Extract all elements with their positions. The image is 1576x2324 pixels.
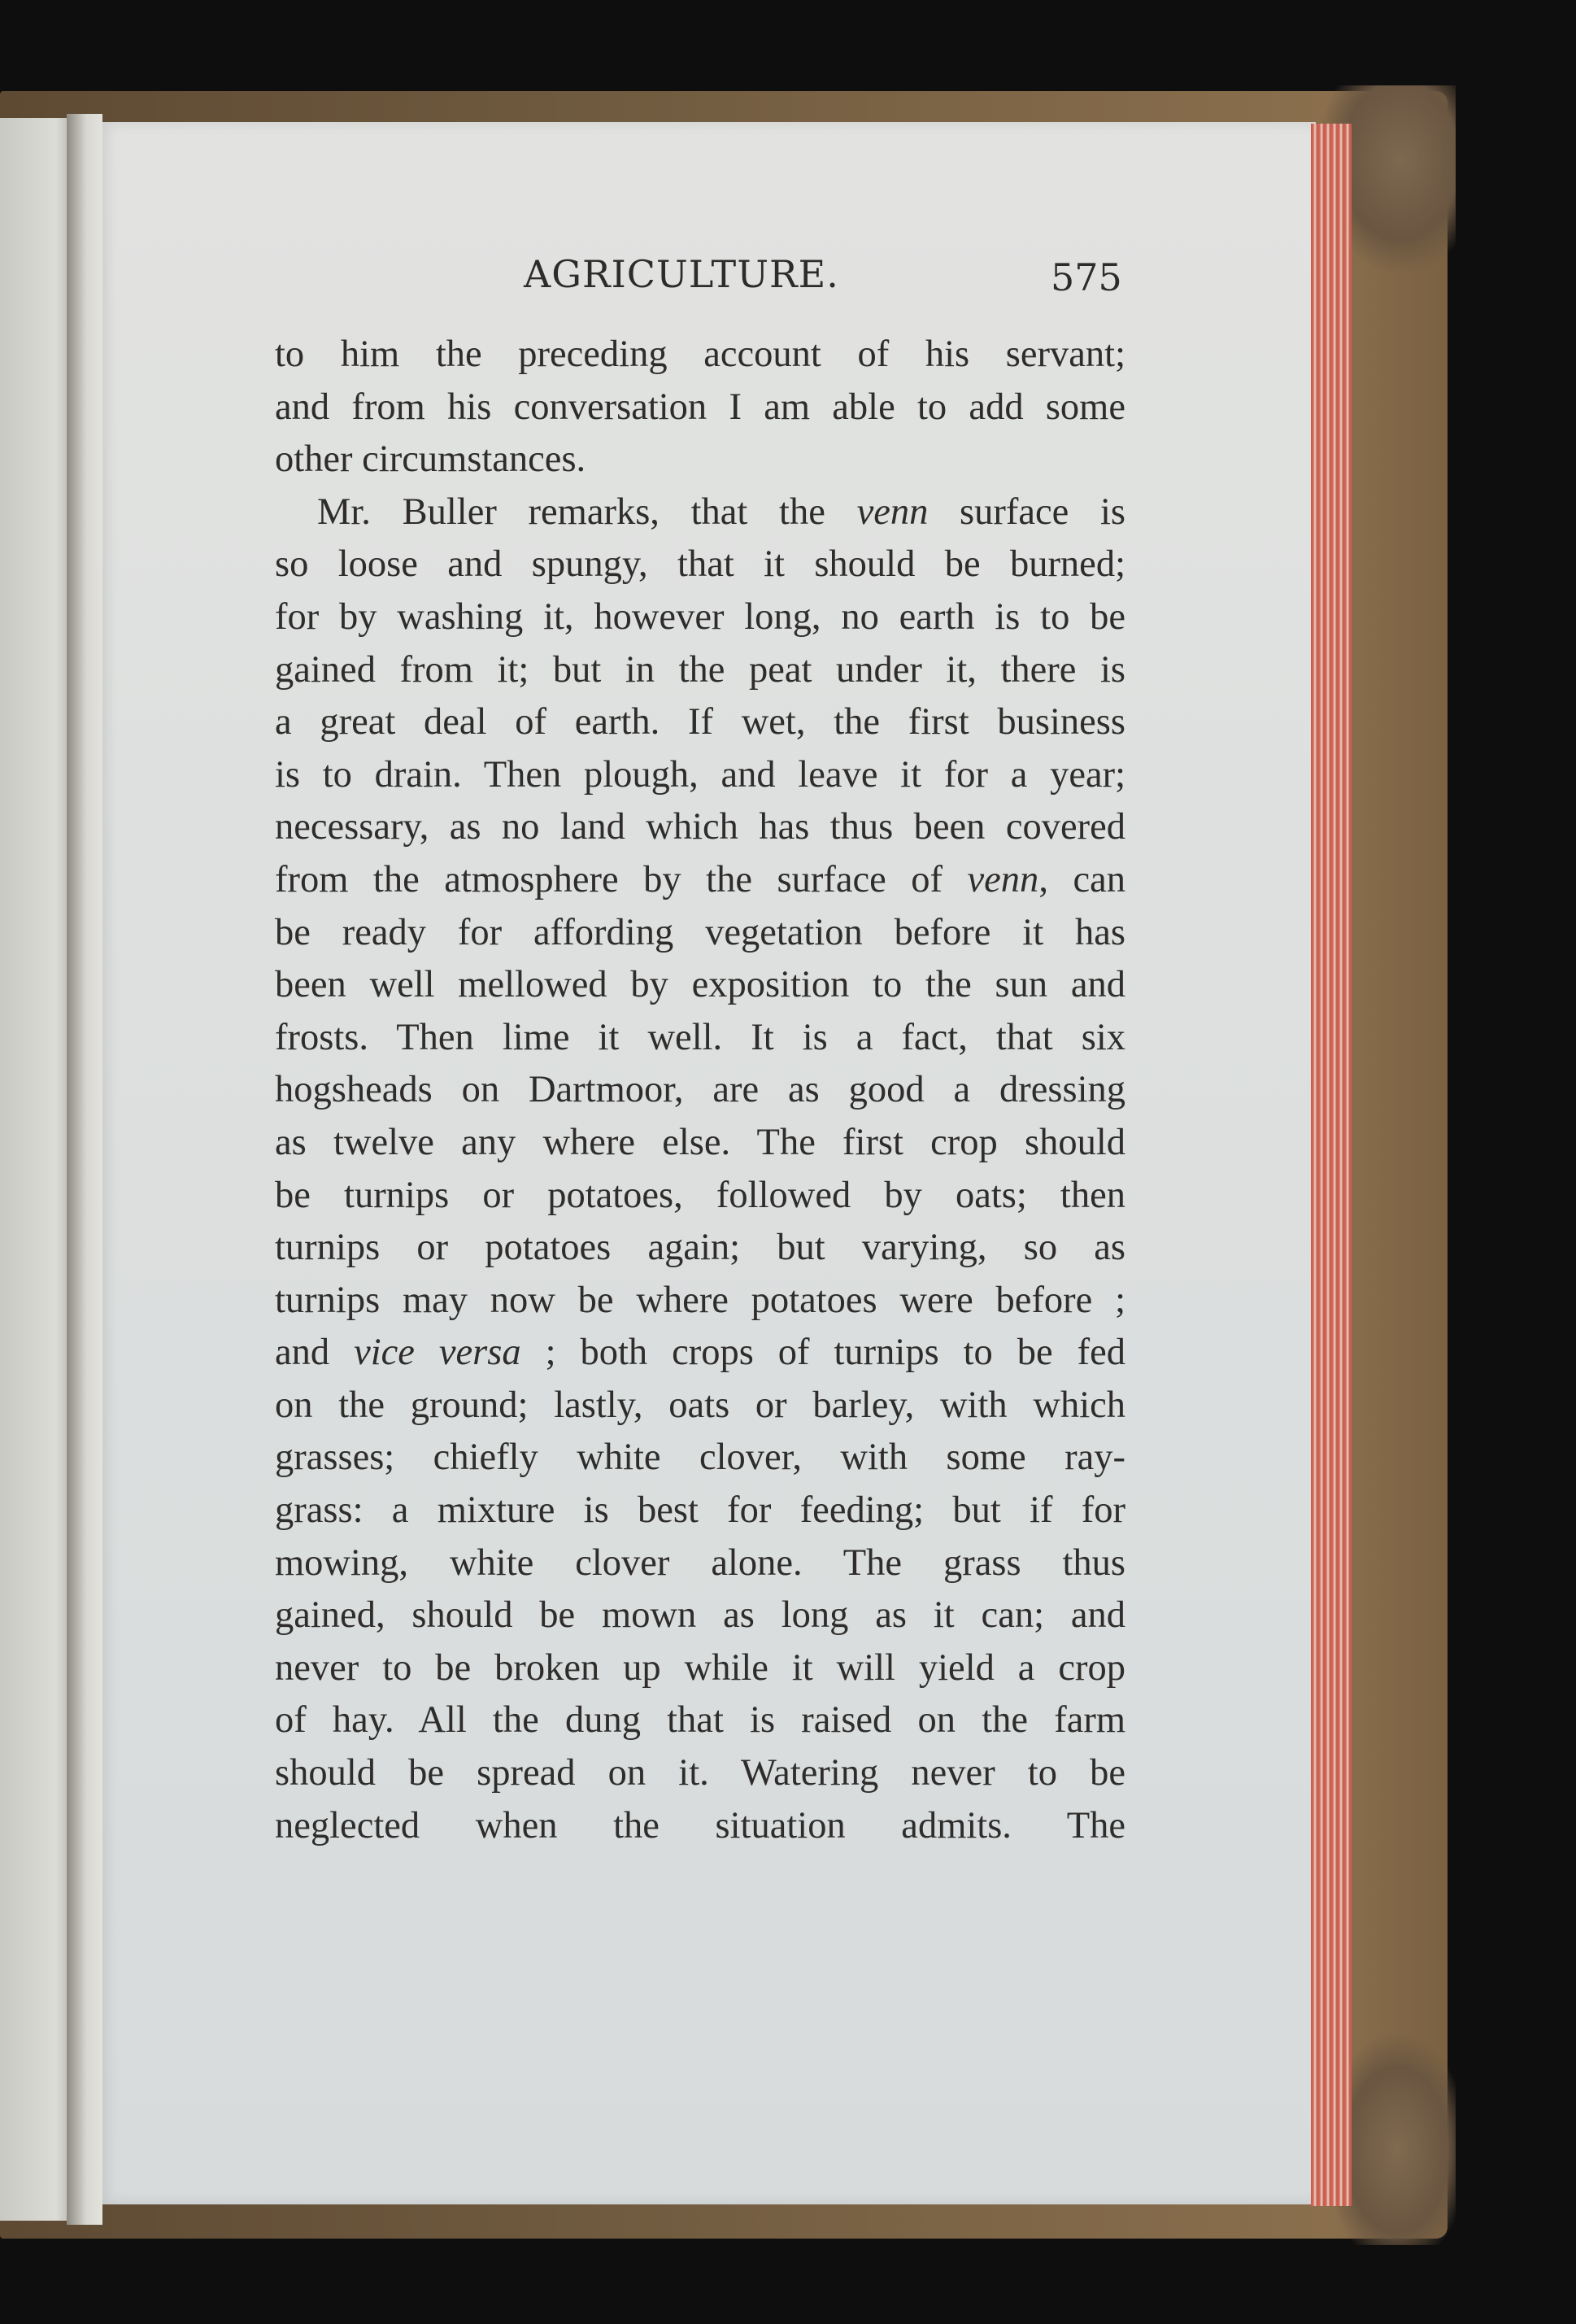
text-line: and vice versa ; both crops of turnips to be fed [275,1332,1125,1374]
text-line: should be spread on it. Watering never to be [275,1752,1125,1794]
text-line: never to be broken up while it will yield a crop [275,1646,1125,1689]
text-line: gained, should be mown as long as it can; and [275,1594,1125,1637]
text-line: hogsheads on Dartmoor, are as good a dressing [275,1069,1125,1111]
text-line: turnips or potatoes again; but varying, so as [275,1227,1125,1269]
running-head [0,252,1576,317]
page-number: 575 [1051,255,1122,299]
text-line: grass: a mixture is best for feeding; but if for [275,1489,1125,1532]
text-line: frosts. Then lime it well. It is a fact, that six [275,1016,1125,1058]
text-line: from the atmosphere by the surface of venn, can [275,858,1125,900]
text-line: on the ground; lastly, oats or barley, with which [275,1384,1125,1426]
left-facing-page [0,118,70,2221]
text-line: necessary, as no land which has thus been covered [275,806,1125,848]
spine-gutter [67,114,102,2225]
text-line: as twelve any where else. The first crop should [275,1121,1125,1163]
text-line: a great deal of earth. If wet, the first business [275,701,1125,743]
text-line: neglected when the situation admits. The [275,1804,1125,1847]
text-line: to him the preceding account of his servant; [275,334,1125,375]
body-text [275,329,1125,1852]
text-line: be ready for affording vegetation before it has [275,911,1125,953]
text-line: other circumstances. [275,438,586,481]
text-line: of hay. All the dung that is raised on the farm [275,1699,1125,1742]
text-line: be turnips or potatoes, followed by oats; then [275,1174,1125,1216]
text-line: gained from it; but in the peat under it, there is [275,648,1125,691]
text-line: been well mellowed by exposition to the sun and [275,964,1125,1006]
text-line: grasses; chiefly white clover, with some ray- [275,1437,1125,1479]
text-line: mowing, white clover alone. The grass thus [275,1541,1125,1584]
page-fore-edge [1311,124,1352,2206]
running-head-title: AGRICULTURE. [524,252,839,296]
text-line: so loose and spungy, that it should be burned; [275,543,1125,586]
text-line: Mr. Buller remarks, that the venn surface is [317,491,1125,533]
text-line: is to drain. Then plough, and leave it for a year; [275,753,1125,796]
text-line: for by washing it, however long, no earth is to be [275,595,1125,638]
text-line: and from his conversation I am able to add some [275,386,1125,428]
text-line: turnips may now be where potatoes were before ; [275,1279,1125,1321]
